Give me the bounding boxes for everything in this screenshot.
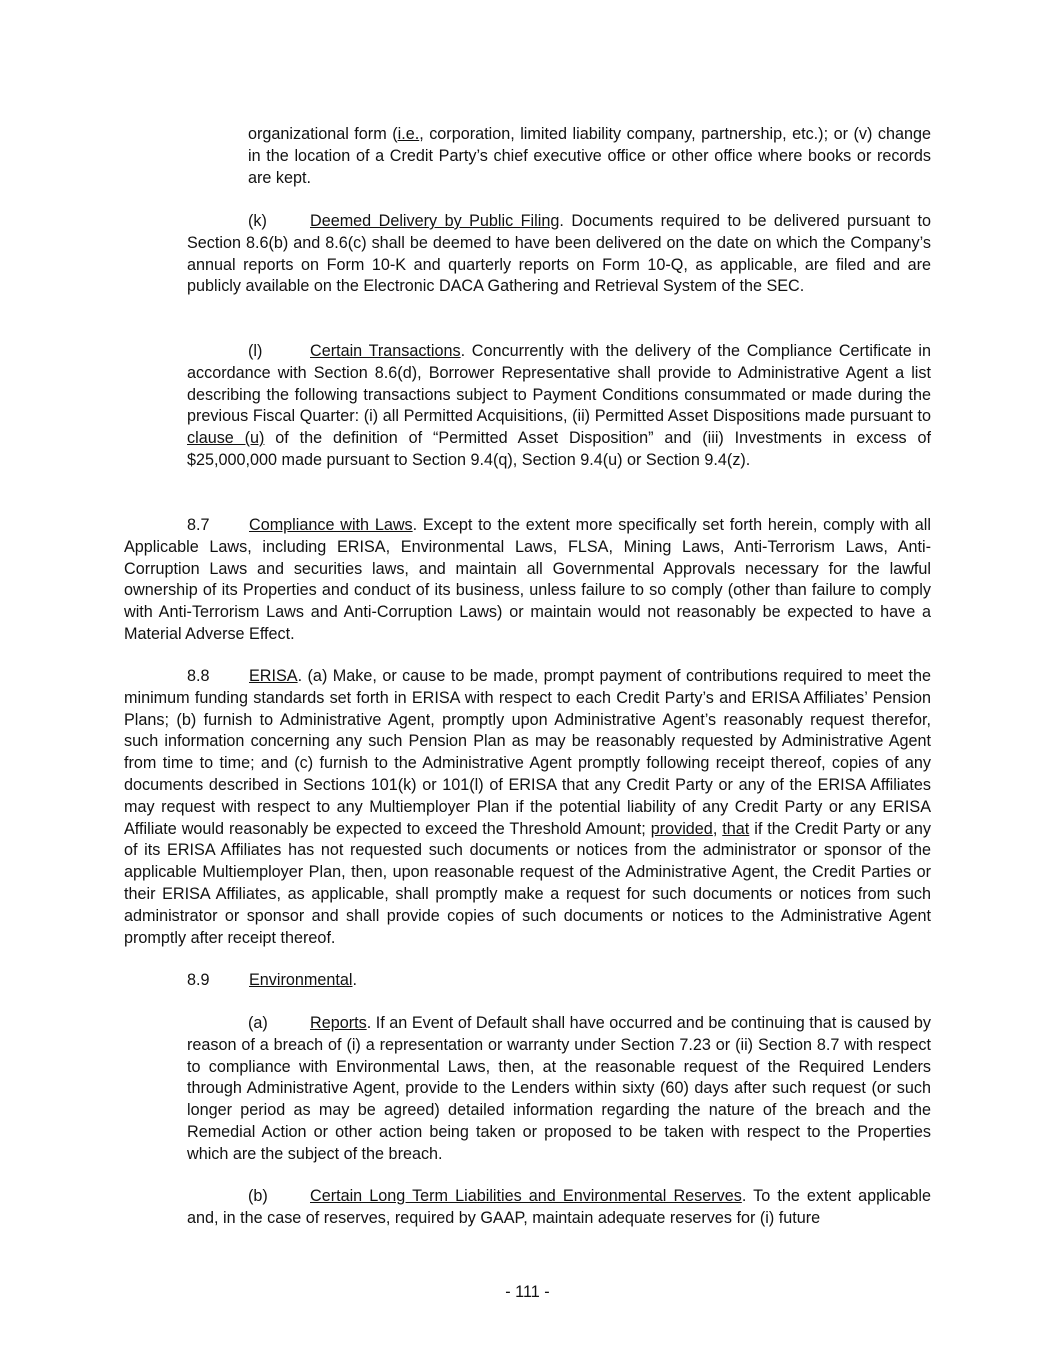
section-8-8 [124, 666, 931, 949]
section-number: (k) [248, 212, 267, 230]
that-term: that [722, 819, 750, 838]
section-k [187, 211, 931, 298]
section-text: . Except to the extent more specifically set forth herein, comply with all Applicable Laws, including ERISA, Environmental Laws, FLSA, Mining Laws, Anti-Terrorism Laws, Anti-Corruption Laws and securities laws, and maintain all Governmental Approvals necessary for the lawful ownership of its Properties and conduct of its business, unless failure to so comply (other than failure to comply with Anti-Terrorism Laws and Anti-Corruption Laws) or maintain would not reasonably be expected to have a Material Adverse Effect. [124, 516, 932, 643]
section-l [187, 341, 931, 472]
section-text: if the Credit Party or any of its ERISA Affiliates has not requested such documents or notices from the administrator or sponsor of the applicable Multiemployer Plan, then, upon reasonable request of the Administrative Agent, the Credit Parties or their ERISA Affiliates, as applicable, shall promptly make a request for such documents or notices from such administrator or sponsor and shall provide copies of such documents or notices to the Administrative Agent promptly after receipt thereof. [124, 819, 931, 947]
section-number: (a) [248, 1014, 268, 1032]
section-number: 8.7 [187, 516, 210, 534]
section-number: (l) [248, 342, 263, 360]
provided-term: provided [650, 819, 713, 838]
section-heading: ERISA [249, 667, 298, 685]
section-number: 8.9 [187, 971, 210, 989]
section-number: (b) [248, 1187, 268, 1205]
ie-term: i.e. [397, 125, 420, 143]
text-span: , [712, 819, 723, 838]
section-a [187, 1013, 931, 1166]
section-8-9 [124, 970, 931, 992]
section-text: . (a) Make, or cause to be made, prompt payment of contributions required to meet the minimum funding standards set forth in ERISA with respect to each Credit Party’s and ERISA Affiliates’ Pension Plans; (b) furnish to Administrative Agent, promptly upon Administrative Agent’s reasonably request therefor, such information concerning any such Pension Plan as may be reasonably requested by Administrative Agent from time to time; and (c) furnish to the Administrative Agent promptly following receipt thereof, copies of any documents described in Sections 101(k) or 101(l) of ERISA that any Credit Party or any of the ERISA Affiliates may request with respect to any Multiemployer Plan if the potential liability of any Credit Party or any ERISA Affiliate would reasonably be expected to exceed the Threshold Amount; [124, 667, 931, 838]
section-8-7 [124, 515, 931, 646]
text-span: organizational form ( [248, 125, 398, 143]
section-text: . To the extent applicable and, in the case of reserves, required by GAAP, maintain adequate reserves for (i) future [187, 1187, 931, 1227]
continuation-paragraph [248, 124, 931, 189]
section-heading: Certain Transactions [310, 342, 461, 360]
section-text: of the definition of “Permitted Asset Disposition” and (iii) Investments in excess of $25,000,000 made pursuant to Section 9.4(q), Section 9.4(u) or Section 9.4(z). [187, 429, 931, 469]
section-heading: Reports [310, 1014, 367, 1032]
section-heading: Compliance with Laws [249, 516, 413, 534]
section-heading: Deemed Delivery by Public Filing [310, 212, 560, 230]
page-number: - 111 - [505, 1283, 550, 1301]
section-b [187, 1186, 931, 1230]
section-heading: Certain Long Term Liabilities and Environmental Reserves [310, 1187, 742, 1205]
section-text: . If an Event of Default shall have occurred and be continuing that is caused by reason of a breach of (i) a representation or warranty under Section 7.23 or (ii) Section 8.7 with respect to compliance with Environmental Laws, then, at the reasonable request of the Required Lenders through Administrative Agent, provide to the Lenders within sixty (60) days after such request (or such longer period as may be agreed) detailed information regarding the nature of the breach and the Remedial Action or other action being taken or proposed to be taken with respect to the Properties which are the subject of the breach. [187, 1014, 931, 1163]
section-text: . Concurrently with the delivery of the Compliance Certificate in accordance with Section 8.6(d), Borrower Representative shall provide to Administrative Agent a list describing the following transactions subject to Payment Conditions consummated or made during the previous Fiscal Quarter: (i) all Permitted Acquisitions, (ii) Permitted Asset Dispositions made pursuant to [187, 342, 931, 426]
clause-reference: clause (u) [187, 429, 265, 448]
section-number: 8.8 [187, 667, 210, 685]
text-span: , corporation, limited liability company, partnership, etc.); or (v) change in the location of a Credit Party’s chief executive office or other office where books or records are kept. [248, 125, 931, 187]
section-text: . [352, 971, 357, 989]
section-heading: Environmental [249, 971, 353, 989]
section-text: . Documents required to be delivered pursuant to Section 8.6(b) and 8.6(c) shall be deemed to have been delivered on the date on which the Company’s annual reports on Form 10-K and quarterly reports on Form 10-Q, as applicable, are filed and are publicly available on the Electronic DACA Gathering and Retrieval System of the SEC. [187, 212, 932, 296]
